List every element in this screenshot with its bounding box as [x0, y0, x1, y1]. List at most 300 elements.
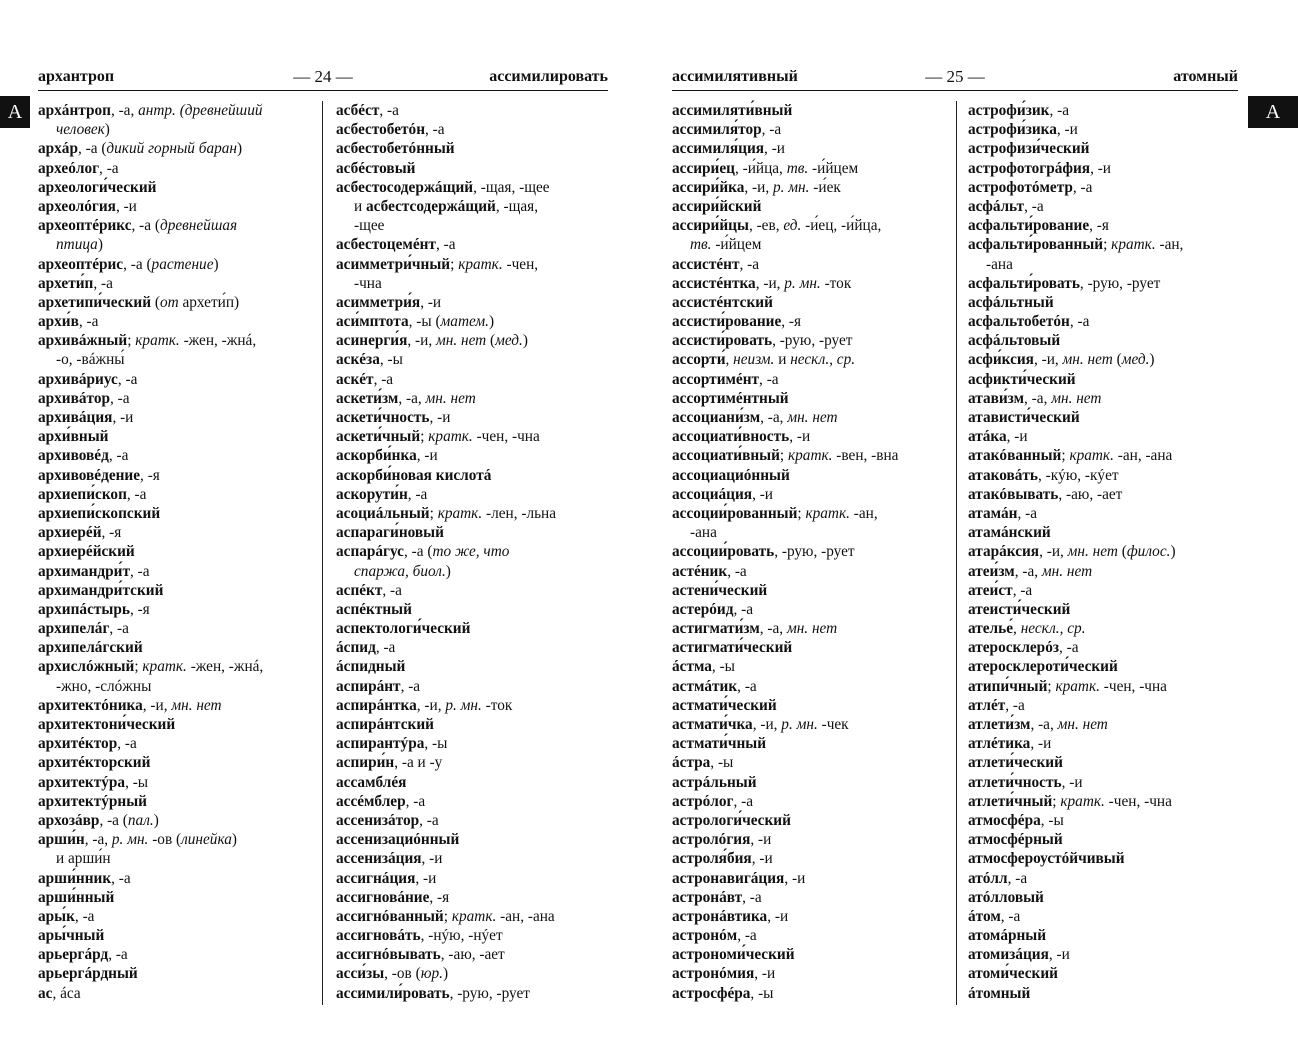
headword: атеи́зм: [968, 562, 1015, 580]
dictionary-entry: [672, 907, 958, 926]
dictionary-entry: [968, 715, 1254, 734]
guide-word-last: атомный: [1173, 68, 1238, 85]
dictionary-entry: [672, 216, 958, 235]
entry-text: ): [1149, 351, 1155, 369]
entry-text: (: [486, 332, 496, 350]
entry-text: , -и: [1061, 773, 1083, 791]
entry-text: , -рую, -рует: [774, 543, 855, 561]
entry-text: , -и: [750, 831, 772, 849]
headword: атоми́ческий: [968, 965, 1058, 983]
headword: аспараги́новый: [336, 524, 444, 542]
headword: аскети́чность: [336, 409, 430, 426]
headword: áспидный: [336, 658, 406, 676]
grammar-note: спаржа, биол.: [354, 562, 446, 580]
entry-text: , -а,: [84, 831, 112, 849]
headword: ассири́йский: [672, 197, 762, 215]
headword: асбестсодержáщий: [366, 197, 496, 215]
entry-text: архети́п): [178, 293, 240, 311]
grammar-note: кратк.: [135, 332, 180, 350]
dictionary-entry: [968, 773, 1254, 792]
dictionary-entry: [336, 638, 622, 657]
grammar-note: ед.: [783, 217, 802, 235]
headword: аспéкт: [336, 581, 383, 599]
dictionary-entry: [672, 312, 958, 331]
entry-text: , -а: [400, 677, 421, 695]
entry-text: , -ы: [750, 984, 774, 1002]
entry-text: , -а (: [77, 140, 107, 158]
headword: аскорби́новая кислотá: [336, 466, 492, 484]
grammar-note: мн. нет: [1057, 716, 1108, 733]
entry-text: , -а: [1007, 869, 1028, 887]
headword: астмáтик: [672, 677, 738, 695]
dictionary-entry: [336, 504, 622, 523]
headword: архивовéд: [38, 447, 109, 465]
dictionary-entry: [38, 312, 324, 331]
headword: архиепи́скоп: [38, 485, 127, 503]
dictionary-entry: [336, 734, 622, 753]
headword: атеи́ст: [968, 581, 1013, 599]
entry-text: ;: [1052, 792, 1061, 810]
headword: атависти́ческий: [968, 409, 1080, 426]
headword: архимандри́т: [38, 562, 130, 580]
headword: атеросклерóз: [968, 639, 1059, 657]
grammar-note: растение: [151, 255, 214, 273]
headword: аспири́н: [336, 754, 395, 772]
headword: архозáвр: [38, 811, 100, 829]
entry-text: -жен, -жнá,: [186, 658, 264, 676]
entry-text: , -и: [767, 907, 789, 925]
dictionary-entry: [672, 562, 958, 581]
dictionary-entry: [672, 677, 958, 696]
entry-text: -ток: [820, 274, 852, 292]
dictionary-entry: [336, 293, 622, 312]
headword: архивáтор: [38, 389, 110, 407]
running-head: [38, 66, 608, 91]
entry-text: (: [1112, 351, 1122, 369]
column-divider: [956, 101, 957, 1005]
dictionary-entry: [968, 945, 1254, 964]
dictionary-entry: [968, 523, 1254, 542]
dictionary-entry: [38, 427, 324, 446]
dictionary-entry: [38, 811, 324, 830]
dictionary-entry: [672, 178, 958, 197]
headword: архиерéй: [38, 524, 102, 542]
entry-text: , -а: [1069, 313, 1090, 331]
entry-text: -и́йцем: [808, 159, 859, 177]
dictionary-entry: [672, 101, 958, 120]
dictionary-entry: [38, 466, 324, 485]
dictionary-entry: [38, 216, 324, 235]
entry-text: , -и: [752, 485, 773, 503]
entry-text: , -а: [375, 639, 396, 657]
headword: ассоциáция: [672, 485, 753, 503]
entry-text: , -а,: [398, 389, 426, 407]
headword: ателье́: [968, 620, 1014, 638]
entry-text: , -и,: [407, 332, 436, 350]
entry-text: ): [153, 811, 159, 829]
dictionary-entry: [968, 926, 1254, 945]
headword: астрáльный: [672, 773, 757, 791]
entry-text: , -а: [117, 735, 137, 753]
letter-tab: А: [1248, 96, 1298, 128]
headword: асфáльтовый: [968, 332, 1061, 350]
dictionary-entry: [38, 619, 324, 638]
headword: аскорби́нка: [336, 447, 417, 465]
grammar-note: мн. нет: [425, 389, 476, 407]
grammar-note: юр.: [420, 965, 443, 983]
dictionary-entry: [968, 849, 1254, 868]
entry-text: -ток: [481, 696, 513, 714]
headword: ассири́ец: [672, 159, 735, 177]
headword: ассортимéнт: [672, 370, 760, 388]
dictionary-entry: [336, 792, 622, 811]
dictionary-entry: [38, 389, 324, 408]
grammar-note: неизм.: [733, 351, 775, 369]
dictionary-entry: [672, 715, 958, 734]
headword: асоциáльный: [336, 504, 430, 522]
grammar-note: кратк.: [1069, 447, 1114, 465]
dictionary-entry: [38, 696, 324, 715]
headword: атамáн: [968, 504, 1018, 522]
headword: асимметри́я: [336, 293, 421, 311]
guide-word-first: ассимилятивный: [672, 68, 798, 85]
entry-text: , -а: [126, 485, 147, 503]
entry-text: , -я: [781, 313, 802, 331]
entry-column: [968, 101, 1254, 1003]
dictionary-entry: [672, 811, 958, 830]
entry-text: , -а (: [99, 811, 128, 829]
entry-text: -ан, -ана: [1113, 447, 1173, 465]
grammar-note: тв.: [786, 159, 809, 177]
dictionary-entry: [968, 312, 1254, 331]
entry-text: , -а: [117, 370, 138, 388]
guide-word-last: ассимилировать: [489, 68, 608, 85]
dictionary-entry: [672, 159, 958, 178]
headword: асбестобетóнный: [336, 140, 455, 158]
dictionary-entry: [672, 984, 958, 1003]
entry-text: , -а: [737, 677, 757, 695]
entry-text: -чна: [354, 274, 382, 292]
dictionary-entry: [672, 619, 958, 638]
headword: ассоциати́вность: [672, 428, 790, 446]
dictionary-entry: [968, 696, 1254, 715]
dictionary-entry: [336, 542, 622, 561]
headword: ассимили́ровать: [336, 984, 450, 1002]
headword: археоптéрикс: [38, 217, 132, 235]
entry-text: -о, -вáжны́: [56, 351, 125, 369]
dictionary-entry: [968, 888, 1254, 907]
entry-text: ;: [779, 447, 788, 465]
dictionary-entry: [968, 964, 1254, 983]
entry-text: , -и: [115, 197, 137, 215]
dictionary-entry: [336, 408, 622, 427]
entry-text: , -а: [742, 888, 762, 906]
entry-text: , -и,: [142, 696, 172, 714]
dictionary-entry: [672, 869, 958, 888]
entry-text: ): [104, 121, 110, 139]
headword: архиерéйский: [38, 543, 135, 561]
entry-text: ;: [1047, 677, 1056, 695]
entry-text: , -и: [112, 409, 134, 426]
entry-text: (: [1117, 543, 1127, 561]
entry-text: ): [442, 965, 449, 983]
headword: ассисти́рование: [672, 313, 782, 331]
headword: аскети́чный: [336, 428, 421, 446]
headword: ассири́йцы: [672, 217, 749, 235]
entry-text: ): [489, 313, 495, 331]
entry-text: ): [445, 562, 451, 580]
dictionary-entry: [38, 600, 324, 619]
dictionary-entry: [336, 446, 622, 465]
dictionary-entry: [38, 542, 324, 561]
entry-text: ,: [1013, 620, 1021, 638]
entry-text: , -аю, -ает: [440, 946, 505, 964]
entry-text: , -а: [727, 562, 747, 580]
dictionary-entry: [38, 581, 324, 600]
headword: архи́в: [38, 313, 79, 331]
entry-text: -ан,: [1155, 236, 1184, 254]
headword: архимандри́тский: [38, 581, 164, 599]
entry-text: , -а: [108, 447, 129, 465]
grammar-note: мн. нет: [1062, 351, 1113, 369]
dictionary-entry: [38, 101, 324, 120]
dictionary-entry: [336, 120, 622, 139]
dictionary-entry: [336, 235, 622, 254]
entry-text: , -и: [415, 869, 437, 887]
headword: астронавигáция: [672, 869, 785, 887]
dictionary-entry: [336, 350, 622, 369]
entry-text: , -кýю, -кýет: [1038, 466, 1119, 484]
headword: архивáция: [38, 409, 113, 426]
entry-continuation: [38, 350, 324, 369]
headword: арши́нник: [38, 869, 112, 887]
dictionary-entry: [968, 427, 1254, 446]
entry-text: ;: [429, 504, 438, 522]
entry-text: , -и: [784, 869, 806, 887]
dictionary-entry: [672, 408, 958, 427]
dictionary-entry: [38, 178, 324, 197]
entry-text: , -а: [110, 389, 130, 407]
headword: архипелáг: [38, 620, 110, 638]
headword: арьергáрд: [38, 946, 109, 964]
grammar-note: птица: [56, 236, 98, 254]
grammar-note: мн. нет: [786, 620, 838, 638]
headword: аспирáнтка: [336, 696, 417, 714]
grammar-note: кратк.: [805, 504, 850, 522]
entry-text: , -и,: [752, 716, 782, 733]
headword: астронóмия: [672, 965, 755, 983]
entry-text: -ан,: [849, 504, 878, 522]
grammar-note: матем.: [440, 313, 489, 331]
dictionary-entry: [968, 235, 1254, 254]
dictionary-entry: [38, 888, 324, 907]
dictionary-entry: [38, 197, 324, 216]
dictionary-entry: [336, 581, 622, 600]
entry-text: , -и: [754, 965, 776, 983]
page-number: — 24 —: [293, 67, 353, 86]
headword: арши́н: [38, 831, 85, 849]
headword: архипелáгский: [38, 639, 143, 657]
headword: астигмати́ческий: [672, 639, 793, 657]
headword: асфáльт: [968, 197, 1025, 215]
entry-text: ;: [1103, 236, 1112, 254]
entry-text: , -и: [789, 428, 811, 446]
dictionary-entry: [968, 293, 1254, 312]
dictionary-entry: [968, 139, 1254, 158]
headword: ассенизациóнный: [336, 831, 460, 849]
entry-text: , -а и -у: [394, 754, 443, 772]
headword: архитектони́ческий: [38, 716, 176, 733]
entry-text: , -и: [1090, 159, 1111, 177]
dictionary-entry: [672, 446, 958, 465]
grammar-note: мн. нет: [435, 332, 487, 350]
headword: архислóжный: [38, 658, 135, 676]
dictionary-entry: [672, 638, 958, 657]
entry-text: ;: [443, 907, 452, 925]
entry-text: и арши́н: [56, 850, 111, 868]
grammar-note: р. мн.: [111, 831, 149, 849]
dictionary-entry: [968, 984, 1254, 1003]
dictionary-entry: [38, 139, 324, 158]
dictionary-entry: [968, 581, 1254, 600]
dictionary-entry: [336, 984, 622, 1003]
entry-text: ;: [1061, 447, 1070, 465]
grammar-note: пал.: [127, 811, 154, 829]
dictionary-entry: [38, 964, 324, 983]
headword: архи́вный: [38, 428, 109, 446]
dictionary-entry: [672, 485, 958, 504]
entry-text: ): [522, 332, 528, 350]
dictionary-entry: [336, 945, 622, 964]
entry-text: , -а: [1005, 696, 1025, 714]
entry-text: , -а: [78, 313, 99, 331]
entry-text: и: [774, 351, 791, 369]
headword: аси́мптота: [336, 313, 409, 331]
grammar-note: дикий горный баран: [106, 140, 237, 158]
grammar-note: мн. нет: [171, 696, 222, 714]
dictionary-entry: [672, 370, 958, 389]
dictionary-entry: [968, 811, 1254, 830]
entry-text: , -а: [733, 600, 753, 618]
headword: асимметри́чный: [336, 255, 451, 273]
headword: аспарáгус: [336, 543, 404, 561]
dictionary-entry: [38, 984, 324, 1003]
entry-continuation: [38, 235, 324, 254]
dictionary-entry: [336, 677, 622, 696]
entry-text: , -я: [1089, 217, 1109, 235]
headword: асбéст: [336, 102, 380, 119]
grammar-note: антр. (древнейший: [138, 102, 263, 119]
dictionary-entry: [672, 255, 958, 274]
entry-text: , -а: [1000, 907, 1021, 925]
dictionary-entry: [38, 255, 324, 274]
headword: атеросклероти́ческий: [968, 658, 1118, 676]
entry-continuation: [336, 197, 622, 216]
entry-text: -чен, -чна: [1099, 677, 1167, 695]
entry-text: , -а: [129, 562, 150, 580]
headword: атамáнский: [968, 524, 1051, 542]
dictionary-entry: [968, 792, 1254, 811]
entry-text: -щее: [354, 217, 385, 235]
dictionary-entry: [38, 926, 324, 945]
entry-continuation: [336, 562, 622, 581]
headword: áтом: [968, 907, 1001, 925]
headword: аскети́зм: [336, 389, 399, 407]
entry-text: , -а: [739, 255, 760, 273]
entry-text: , -а: [759, 370, 779, 388]
entry-column: [336, 101, 622, 1003]
headword: астерóид: [672, 600, 734, 618]
grammar-note: мн. нет: [1051, 389, 1102, 407]
entry-text: , -а,: [110, 102, 139, 119]
dictionary-entry: [672, 849, 958, 868]
entry-text: , -рую, -рует: [449, 984, 530, 1002]
headword: аспектологи́ческий: [336, 620, 471, 638]
headword: архитéкторский: [38, 754, 151, 772]
entry-continuation: [38, 120, 324, 139]
entry-text: -и́ек: [809, 178, 841, 196]
dictionary-entry: [968, 504, 1254, 523]
dictionary-entry: [672, 734, 958, 753]
dictionary-entry: [672, 274, 958, 293]
dictionary-entry: [336, 869, 622, 888]
entry-text: (: [151, 293, 160, 311]
dictionary-entry: [336, 657, 622, 676]
dictionary-entry: [336, 907, 622, 926]
dictionary-entry: [336, 159, 622, 178]
entry-text: , -и: [1048, 946, 1070, 964]
entry-text: , -а,: [1014, 562, 1042, 580]
headword: ассигновáние: [336, 888, 430, 906]
dictionary-entry: [968, 408, 1254, 427]
headword: астрофизи́ческий: [968, 140, 1090, 158]
headword: ассенизáтор: [336, 811, 420, 829]
dictionary-entry: [672, 581, 958, 600]
dictionary-entry: [38, 657, 324, 676]
dictionary-entry: [968, 370, 1254, 389]
headword: астрофотогрáфия: [968, 159, 1091, 177]
entry-text: , -а: [1024, 197, 1044, 215]
dictionary-entry: [968, 619, 1254, 638]
grammar-note: кратк.: [1111, 236, 1156, 254]
dictionary-entry: [336, 178, 622, 197]
dictionary-entry: [336, 331, 622, 350]
headword: атлéт: [968, 696, 1006, 714]
headword: асфáльтный: [968, 293, 1054, 311]
grammar-note: человек: [56, 121, 105, 139]
dictionary-entry: [672, 542, 958, 561]
headword: асфи́ксия: [968, 351, 1034, 369]
dictionary-entry: [968, 638, 1254, 657]
entry-text: , -а: [382, 581, 402, 599]
entry-text: ): [231, 831, 237, 849]
headword: астронáвт: [672, 888, 743, 906]
headword: астрофи́зик: [968, 102, 1050, 119]
headword: архети́п: [38, 274, 94, 292]
dictionary-entry: [968, 159, 1254, 178]
headword: археологи́ческий: [38, 178, 157, 196]
dictionary-entry: [38, 830, 324, 849]
entry-text: , -и,: [1033, 351, 1063, 369]
entry-continuation: [336, 216, 622, 235]
headword: астрóлог: [672, 792, 734, 810]
dictionary-entry: [968, 869, 1254, 888]
entry-text: ,: [725, 351, 734, 369]
headword: ассоции́рованный: [672, 504, 798, 522]
entry-continuation: [672, 235, 958, 254]
headword: астигмати́зм: [672, 620, 760, 638]
entry-text: , -а,: [760, 409, 788, 426]
